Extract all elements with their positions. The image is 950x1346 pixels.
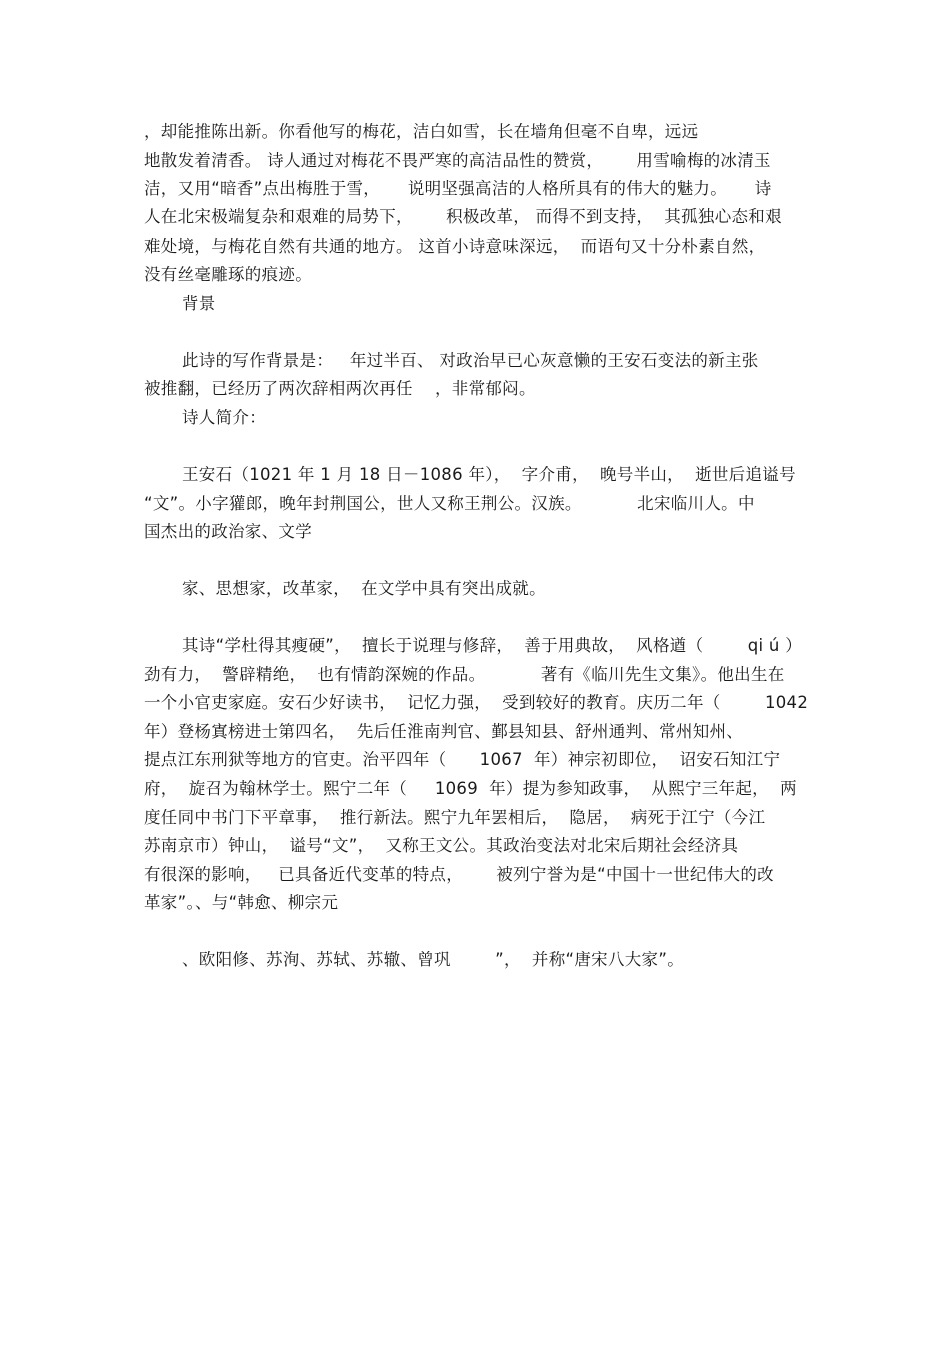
poet-detail-line-6: 府， 旋召为翰林学士。熙宁二年（ 1069 年）提为参知政事， 从熙宁三年起， 两 xyxy=(144,779,797,798)
background-line-2: 被推翻，已经历了两次辞相两次再任 ，非常郁闷。 xyxy=(144,379,536,398)
poet-heading: 诗人简介： xyxy=(182,408,266,427)
poet-detail-line-9: 有很深的影响， 已具备近代变革的特点， 被列宁誉为是“中国十一世纪伟大的改 xyxy=(144,865,774,884)
background-line-1: 此诗的写作背景是： 年过半百、 对政治早已心灰意懒的王安石变法的新主张 xyxy=(182,351,759,370)
background-heading: 背景 xyxy=(182,294,216,313)
poet-roles-line: 家、思想家，改革家， 在文学中具有突出成就。 xyxy=(182,579,546,598)
analysis-line-3: 洁，又用“暗香”点出梅胜于雪， 说明坚强高洁的人格所具有的伟大的魅力。 诗 xyxy=(144,179,772,198)
eight-masters-line: 、欧阳修、苏洵、苏轼、苏辙、曾巩 ”， 并称“唐宋八大家”。 xyxy=(182,950,684,969)
poet-detail-line-5: 提点江东刑狱等地方的官吏。治平四年（ 1067 年）神宗初即位， 诏安石知江宁 xyxy=(144,750,781,769)
poet-detail-line-10: 革家”。、与“韩愈、柳宗元 xyxy=(144,893,339,912)
analysis-line-1: ，却能推陈出新。你看他写的梅花，洁白如雪，长在墙角但毫不自卑，远远 xyxy=(144,122,699,141)
analysis-line-2: 地散发着清香。 诗人通过对梅花不畏严寒的高洁品性的赞赏， 用雪喻梅的冰清玉 xyxy=(144,151,771,170)
poet-detail-line-4: 年）登杨寘榜进士第四名， 先后任淮南判官、鄞县知县、舒州通判、常州知州、 xyxy=(144,722,744,741)
poet-detail-line-8: 苏南京市）钟山， 谥号“文”， 又称王文公。其政治变法对北宋后期社会经济具 xyxy=(144,836,739,855)
analysis-line-5: 难处境，与梅花自然有共通的地方。 这首小诗意味深远， 而语句又十分朴素自然， xyxy=(144,237,766,256)
poet-intro-line-2: “文”。小字獾郎，晚年封荆国公，世人又称王荆公。汉族。 北宋临川人。中 xyxy=(144,494,755,513)
analysis-line-6: 没有丝毫雕琢的痕迹。 xyxy=(144,265,312,284)
poet-detail-line-2: 劲有力， 警辟精绝， 也有情韵深婉的作品。 著有《临川先生文集》。他出生在 xyxy=(144,665,785,684)
analysis-line-4: 人在北宋极端复杂和艰难的局势下， 积极改革， 而得不到支持， 其孤独心态和艰 xyxy=(144,207,782,226)
poet-detail-line-7: 度任同中书门下平章事， 推行新法。熙宁九年罢相后， 隐居， 病死于江宁（今江 xyxy=(144,808,766,827)
poet-detail-line-3: 一个小官吏家庭。安石少好读书， 记忆力强， 受到较好的教育。庆历二年（ 1042 xyxy=(144,693,809,712)
poet-intro-line-3: 国杰出的政治家、文学 xyxy=(144,522,312,541)
poet-intro-line-1: 王安石（1021 年 1 月 18 日－1086 年）， 字介甫， 晚号半山， 逝世后追谥号 xyxy=(182,465,796,484)
poet-detail-line-1: 其诗“学杜得其瘦硬”， 擅长于说理与修辞， 善于用典故， 风格遒（ qi ú ） xyxy=(182,636,803,655)
